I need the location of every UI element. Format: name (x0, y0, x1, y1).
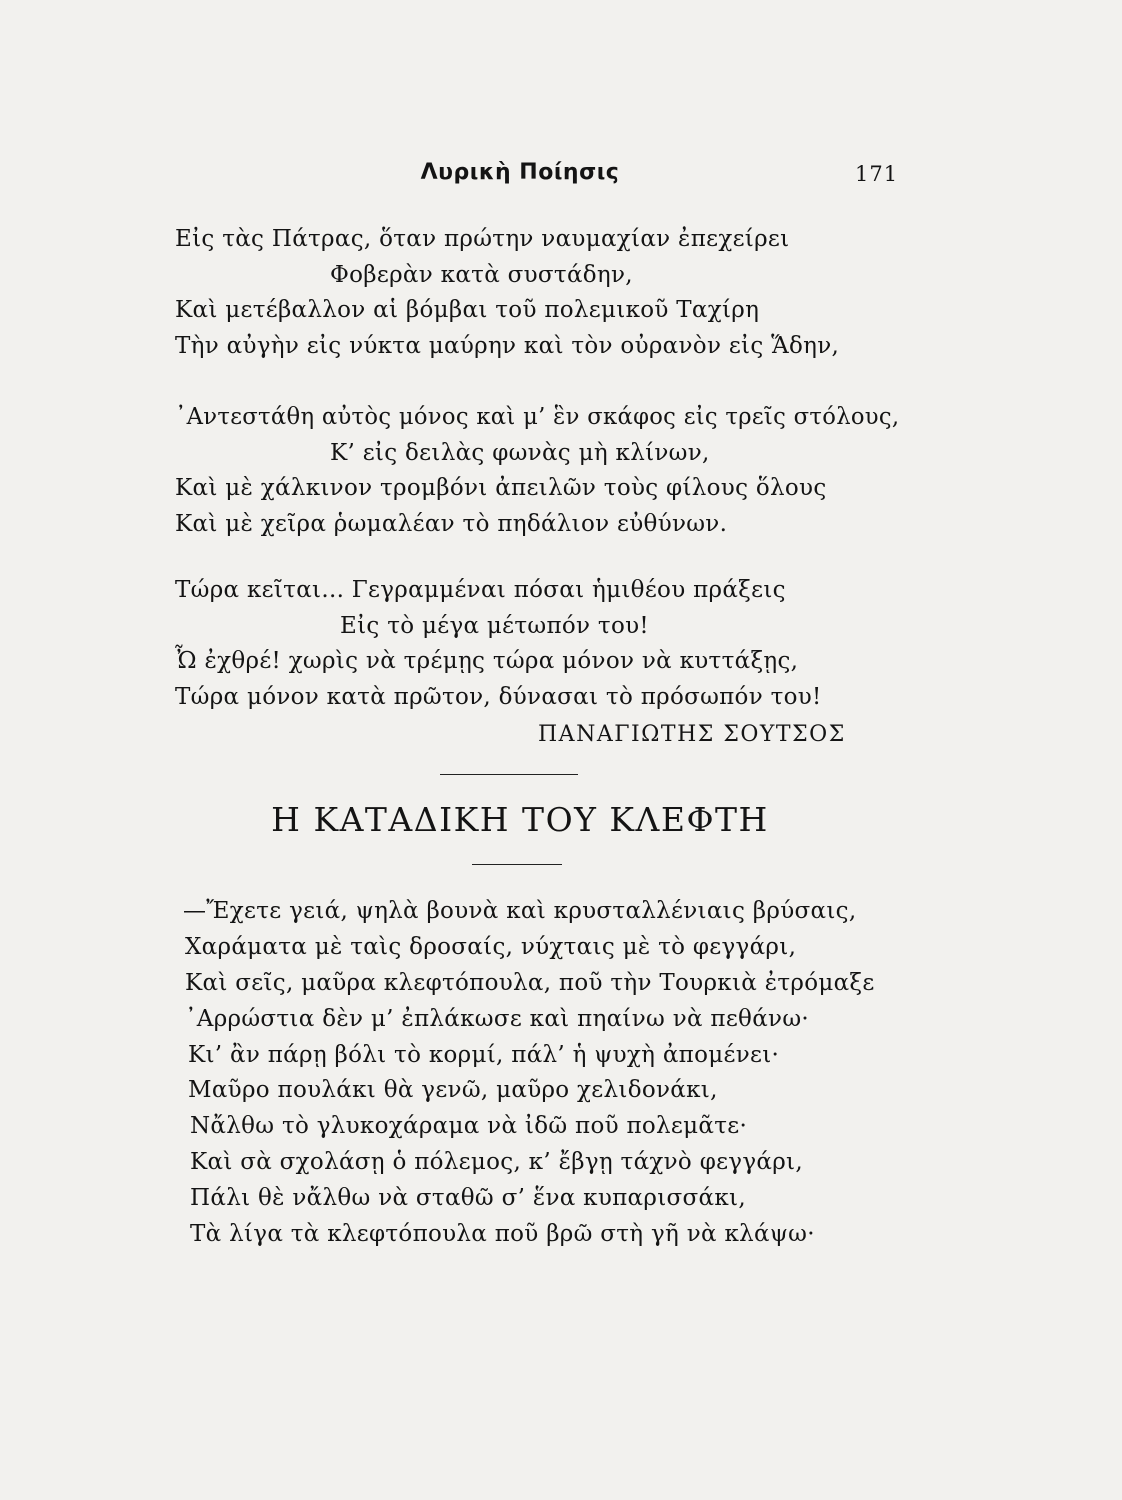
poem-line: Τώρα μόνον κατὰ πρῶτον, δύνασαι τὸ πρόσωπόν του! (175, 684, 822, 710)
divider-rule (440, 774, 578, 775)
poem-line: Ὦ ἐχθρέ! χωρὶς νὰ τρέμῃς τώρα μόνον νὰ κυττάξῃς, (175, 648, 799, 674)
divider-rule (472, 864, 562, 865)
poem-line: ᾿Αντεστάθη αὐτὸς μόνος καὶ μ’ ἓν σκάφος εἰς τρεῖς στόλους, (175, 404, 900, 430)
author-signature: ΠΑΝΑΓΙΩΤΗΣ ΣΟΥΤΣΟΣ (538, 722, 846, 747)
page-number: 171 (855, 162, 899, 186)
poem-line: Τώρα κεῖται... Γεγραμμέναι πόσαι ἡμιθέου πράξεις (175, 577, 786, 603)
poem-line: Φοβερὰν κατὰ συστάδην, (330, 262, 633, 288)
poem-line: Τὴν αὐγὴν εἰς νύκτα μαύρην καὶ τὸν οὐρανὸν εἰς Ἅδην, (175, 333, 840, 359)
poem-line: Κι’ ἂν πάρῃ βόλι τὸ κορμί, πάλ’ ἡ ψυχὴ ἀπομένει· (188, 1042, 780, 1068)
poem-line: Εἰς τὸ μέγα μέτωπόν του! (340, 613, 649, 639)
poem-line: Μαῦρο πουλάκι θὰ γενῶ, μαῦρο χελιδονάκι, (188, 1077, 718, 1103)
poem-line: —Ἔχετε γειά, ψηλὰ βουνὰ καὶ κρυσταλλένιαις βρύσαις, (183, 898, 857, 924)
poem-line: Χαράματα μὲ ταὶς δροσαίς, νύχταις μὲ τὸ φεγγάρι, (185, 934, 797, 960)
poem-line: Νἄλθω τὸ γλυκοχάραμα νὰ ἰδῶ ποῦ πολεμᾶτε· (190, 1113, 748, 1139)
running-header: Λυρικὴ Ποίησις (420, 160, 620, 185)
poem-line: Κ’ εἰς δειλὰς φωνὰς μὴ κλίνων, (330, 440, 710, 466)
poem-line: Εἰς τὰς Πάτρας, ὅταν πρώτην ναυμαχίαν ἐπεχείρει (175, 226, 790, 252)
poem-line: Καὶ σεῖς, μαῦρα κλεφτόπουλα, ποῦ τὴν Τουρκιὰ ἐτρόμαξε (185, 970, 875, 996)
poem-line: Καὶ σὰ σχολάσῃ ὁ πόλεμος, κ’ ἔβγῃ τάχνὸ φεγγάρι, (190, 1149, 803, 1175)
poem-line: Καὶ μετέβαλλον αἱ βόμβαι τοῦ πολεμικοῦ Ταχίρη (175, 297, 760, 323)
poem-line: Τὰ λίγα τὰ κλεφτόπουλα ποῦ βρῶ στὴ γῆ νὰ κλάψω· (190, 1221, 815, 1247)
poem-line: Καὶ μὲ χεῖρα ῥωμαλέαν τὸ πηδάλιον εὐθύνων. (175, 511, 728, 537)
poem-line: Καὶ μὲ χάλκινον τρομβόνι ἀπειλῶν τοὺς φίλους ὅλους (175, 475, 827, 501)
poem-line: ᾿Αρρώστια δὲν μ’ ἐπλάκωσε καὶ πηαίνω νὰ πεθάνω· (185, 1006, 809, 1032)
poem-line: Πάλι θὲ νἄλθω νὰ σταθῶ σ’ ἕνα κυπαρισσάκι, (190, 1185, 746, 1211)
poem-title: Η ΚΑΤΑΔΙΚΗ ΤΟΥ ΚΛΕΦΤΗ (271, 800, 769, 839)
